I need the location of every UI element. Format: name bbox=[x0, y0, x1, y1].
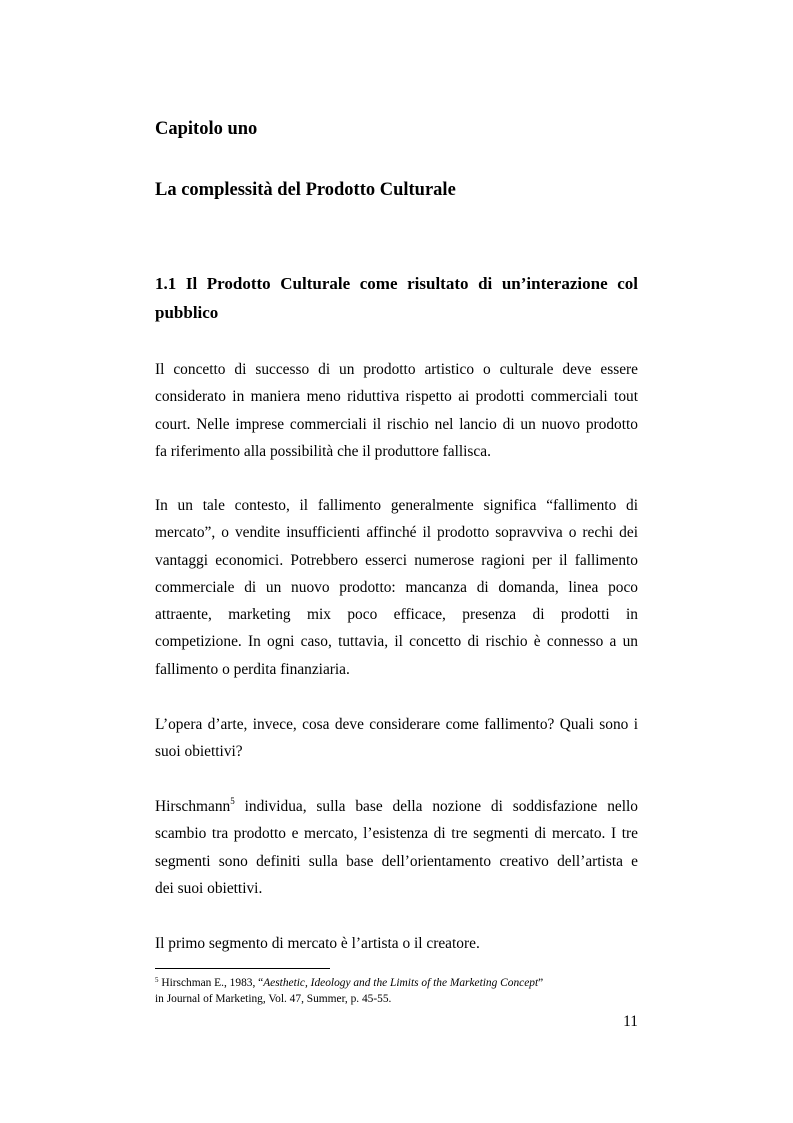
footnote-source: in Journal of Marketing, Vol. 47, Summer, p. 45-55. bbox=[155, 993, 392, 1005]
footnote-prefix: Hirschman E., 1983, “ bbox=[158, 977, 264, 989]
paragraph-1 bbox=[155, 356, 638, 465]
section-title: 1.1 Il Prodotto Culturale come risultato di un’interazione col pubblico bbox=[155, 274, 638, 322]
paragraph-line: attraente, marketing mix poco efficace, presenza di prodotti in bbox=[155, 606, 638, 624]
paragraph-line: L’opera d’arte, invece, cosa deve considerare come fallimento? Quali sono i bbox=[155, 716, 638, 733]
paragraph-line: Il primo segmento di mercato è l’artista o il creatore. bbox=[155, 935, 480, 952]
paragraph-line: considerato in maniera meno riduttiva rispetto ai prodotti commerciali tout bbox=[155, 388, 638, 406]
paragraph-text: individua, sulla base della nozione di soddisfazione nello bbox=[234, 798, 638, 815]
paragraph-2 bbox=[155, 492, 638, 683]
paragraph-line: suoi obiettivi? bbox=[155, 743, 243, 761]
paragraph-line: fa riferimento alla possibilità che il produttore fallisca. bbox=[155, 442, 491, 460]
paragraph-line: commerciale di un nuovo prodotto: mancanza di domanda, linea poco bbox=[155, 578, 638, 596]
paragraph-line: court. Nelle imprese commerciali il rischio nel lancio di un nuovo prodotto bbox=[155, 415, 638, 433]
chapter-title: La complessità del Prodotto Culturale bbox=[155, 180, 456, 200]
footnote bbox=[155, 975, 638, 1007]
paragraph-line: vantaggi economici. Potrebbero esserci numerose ragioni per il fallimento bbox=[155, 551, 638, 569]
chapter-label: Capitolo uno bbox=[155, 119, 258, 139]
paragraph-5 bbox=[155, 930, 638, 957]
paragraph-line: Il concetto di successo di un prodotto artistico o culturale deve essere bbox=[155, 361, 638, 378]
paragraph-line: In un tale contesto, il fallimento generalmente significa “fallimento di bbox=[155, 497, 638, 514]
paragraph-line: scambio tra prodotto e mercato, l’esistenza di tre segmenti di mercato. I tre bbox=[155, 825, 638, 843]
paragraph-line: dei suoi obiettivi. bbox=[155, 879, 263, 897]
footnote-number: 5 bbox=[155, 976, 159, 984]
cited-author: Hirschmann bbox=[155, 798, 231, 815]
page-number: 11 bbox=[623, 1013, 638, 1030]
paragraph-line: fallimento o perdita finanziaria. bbox=[155, 660, 350, 678]
paragraph-line: segmenti sono definiti sulla base dell’orientamento creativo dell’artista e bbox=[155, 852, 638, 870]
paragraph-line bbox=[155, 793, 638, 820]
paragraph-4 bbox=[155, 793, 638, 902]
paragraph-line: competizione. In ogni caso, tuttavia, il concetto di rischio è connesso a un bbox=[155, 633, 638, 651]
footnote-suffix: ” bbox=[538, 977, 544, 989]
paragraph-3 bbox=[155, 711, 638, 766]
footnote-reference[interactable]: 5 bbox=[230, 796, 235, 806]
paragraph-line: mercato”, o vendite insufficienti affinché il prodotto sopravviva o rechi dei bbox=[155, 524, 638, 542]
footnote-article-title: Aesthetic, Ideology and the Limits of the Marketing Concept bbox=[263, 977, 539, 989]
footnote-divider bbox=[155, 968, 330, 969]
